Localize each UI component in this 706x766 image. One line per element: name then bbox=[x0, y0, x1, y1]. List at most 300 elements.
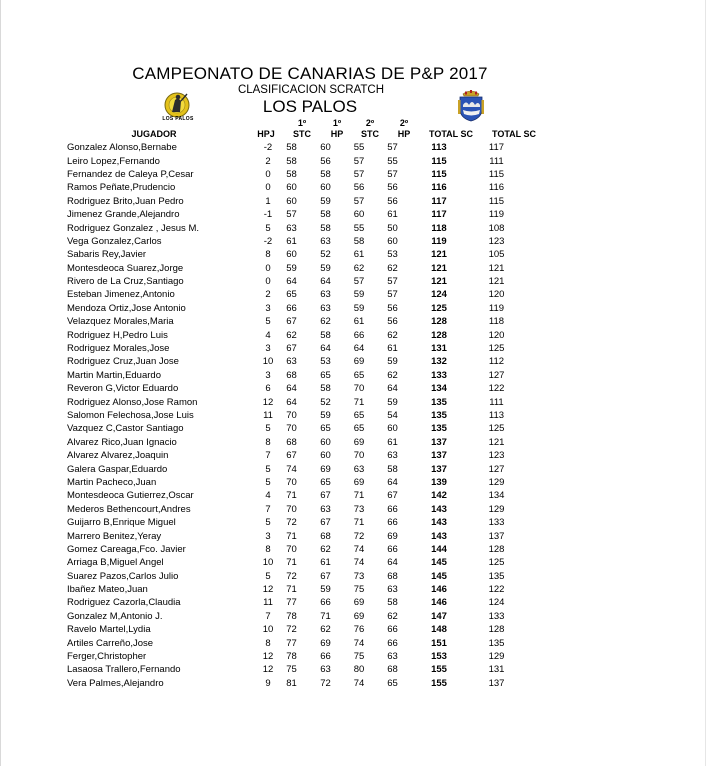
total-sc-net-cell: 127 bbox=[488, 463, 505, 475]
round1-hp-cell: 60 bbox=[320, 436, 331, 448]
round2-stc-cell: 76 bbox=[353, 624, 365, 636]
total-sc-net-cell: 137 bbox=[488, 677, 505, 689]
table-row bbox=[67, 154, 524, 167]
round1-hp-cell: 62 bbox=[320, 543, 331, 555]
handicap-cell: 0 bbox=[265, 182, 271, 194]
total-sc-net-cell: 128 bbox=[488, 543, 505, 555]
handicap-cell: 5 bbox=[265, 316, 271, 328]
total-sc-net-cell: 121 bbox=[488, 276, 505, 288]
table-row bbox=[67, 476, 524, 489]
total-sc-cell: 131 bbox=[431, 343, 447, 355]
total-sc-cell: 132 bbox=[431, 356, 447, 368]
round1-hp-cell: 59 bbox=[320, 584, 331, 596]
table-row bbox=[67, 623, 524, 636]
handicap-cell: 12 bbox=[262, 664, 274, 676]
player-name: Vazquez C,Castor Santiago bbox=[67, 423, 184, 435]
round2-hp-cell: 68 bbox=[387, 570, 398, 582]
round1-stc-cell: 78 bbox=[286, 610, 297, 622]
handicap-cell: 3 bbox=[265, 343, 271, 355]
handicap-cell: 8 bbox=[265, 637, 271, 649]
round1-hp-cell: 64 bbox=[320, 276, 331, 288]
results-table bbox=[67, 141, 524, 690]
round2-hp-cell: 62 bbox=[387, 262, 398, 274]
round1-stc-cell: 81 bbox=[286, 677, 297, 689]
total-sc-cell: 135 bbox=[431, 410, 447, 421]
player-name: Rodriguez Alonso,Jose Ramon bbox=[67, 396, 198, 408]
table-row bbox=[67, 369, 524, 382]
player-name: Reveron G,Victor Eduardo bbox=[67, 383, 179, 395]
round2-hp-cell: 57 bbox=[387, 289, 398, 301]
round1-stc-cell: 60 bbox=[286, 182, 297, 194]
total-sc-cell: 135 bbox=[431, 423, 447, 435]
total-sc-cell: 137 bbox=[431, 450, 447, 462]
table-row bbox=[67, 141, 524, 154]
round2-stc-cell: 57 bbox=[353, 155, 365, 167]
round2-hp-cell: 57 bbox=[387, 168, 398, 180]
table-row bbox=[67, 302, 524, 315]
round1-stc-cell: 58 bbox=[286, 155, 297, 167]
round2-hp-cell: 60 bbox=[387, 235, 398, 247]
page-title: CAMPEONATO DE CANARIAS DE P&P 2017 bbox=[132, 64, 488, 83]
total-sc-net-cell: 113 bbox=[488, 410, 505, 421]
handicap-cell: 5 bbox=[265, 517, 271, 529]
table-row bbox=[67, 315, 524, 328]
round1-hp-cell: 59 bbox=[320, 262, 331, 274]
round1-stc-cell: 75 bbox=[286, 664, 297, 676]
round1-stc-cell: 71 bbox=[286, 530, 297, 542]
round2-stc-cell: 58 bbox=[353, 235, 365, 247]
total-sc-cell: 145 bbox=[431, 570, 447, 582]
round1-stc-cell: 67 bbox=[286, 343, 297, 355]
total-sc-cell: 143 bbox=[431, 530, 447, 542]
player-name: Montesdeoca Suarez,Jorge bbox=[67, 262, 184, 274]
table-row bbox=[67, 355, 524, 368]
round2-stc-cell: 65 bbox=[353, 369, 365, 381]
player-name: Artiles Carreño,Jose bbox=[67, 637, 154, 649]
round1-stc-cell: 63 bbox=[286, 356, 297, 368]
round1-stc-cell: 59 bbox=[286, 262, 297, 274]
round1-stc-cell: 72 bbox=[286, 570, 297, 582]
total-sc-cell: 115 bbox=[431, 168, 447, 180]
table-row bbox=[67, 677, 524, 690]
round2-hp-cell: 56 bbox=[387, 302, 398, 314]
total-sc-cell: 119 bbox=[431, 235, 447, 247]
round1-hp-cell: 66 bbox=[320, 597, 331, 609]
player-name: Vera Palmes,Alejandro bbox=[67, 677, 164, 689]
round2-hp-cell: 61 bbox=[387, 343, 398, 355]
round1-stc-cell: 71 bbox=[286, 557, 297, 569]
total-sc-net-cell: 128 bbox=[488, 624, 505, 636]
round2-stc-cell: 71 bbox=[353, 396, 365, 408]
round1-stc-cell: 71 bbox=[286, 584, 297, 596]
total-sc-net-cell: 120 bbox=[488, 289, 505, 301]
player-name: Rodriguez Brito,Juan Pedro bbox=[67, 195, 184, 207]
total-sc-cell: 133 bbox=[431, 369, 447, 381]
round2-hp-cell: 58 bbox=[387, 597, 398, 609]
total-sc-net-cell: 123 bbox=[488, 235, 505, 247]
round1-hp-cell: 60 bbox=[320, 182, 331, 194]
total-sc-net-cell: 120 bbox=[488, 329, 505, 341]
round2-stc-cell: 69 bbox=[353, 597, 365, 609]
total-sc-net-cell: 125 bbox=[488, 343, 505, 355]
total-sc-net-cell: 137 bbox=[488, 530, 505, 542]
round1-stc-cell: 58 bbox=[286, 168, 297, 180]
total-sc-cell: 151 bbox=[431, 637, 447, 649]
handicap-cell: 10 bbox=[262, 557, 274, 569]
round1-hp-cell: 65 bbox=[320, 476, 331, 488]
round2-hp-cell: 58 bbox=[387, 463, 398, 475]
round1-hp-cell: 68 bbox=[320, 530, 331, 542]
page-subtitle: CLASIFICACION SCRATCH bbox=[237, 84, 385, 96]
round2-stc-cell: 69 bbox=[353, 610, 365, 622]
player-name: Jimenez Grande,Alejandro bbox=[67, 209, 180, 221]
total-sc-net-cell: 131 bbox=[488, 664, 505, 676]
round2-stc-cell: 73 bbox=[353, 570, 365, 582]
round1-hp-cell: 62 bbox=[320, 316, 331, 328]
round1-stc-cell: 67 bbox=[286, 316, 297, 328]
round1-stc-cell: 62 bbox=[286, 329, 297, 341]
player-name: Gonzalez Alonso,Bernabe bbox=[67, 142, 177, 154]
total-sc-cell: 147 bbox=[431, 610, 447, 622]
round2-stc-cell: 72 bbox=[353, 530, 365, 542]
round2-stc-cell: 64 bbox=[353, 343, 365, 355]
table-row bbox=[67, 382, 524, 395]
handicap-cell: 8 bbox=[265, 436, 271, 448]
total-sc-net-cell: 134 bbox=[488, 490, 505, 502]
total-sc-cell: 124 bbox=[431, 289, 447, 301]
handicap-cell: 12 bbox=[262, 396, 274, 408]
round1-stc-cell: 71 bbox=[286, 490, 297, 502]
total-sc-cell: 128 bbox=[431, 329, 447, 341]
total-sc-cell: 146 bbox=[431, 584, 447, 596]
column-header-stc1: STC bbox=[293, 129, 311, 139]
player-name: Fernandez de Caleya P,Cesar bbox=[67, 168, 194, 180]
round2-hp-cell: 66 bbox=[387, 543, 398, 555]
round2-stc-cell: 57 bbox=[353, 276, 365, 288]
round2-stc-cell: 55 bbox=[353, 142, 365, 154]
table-row bbox=[67, 636, 524, 649]
handicap-cell: 9 bbox=[265, 677, 271, 689]
round2-stc-cell: 74 bbox=[353, 677, 365, 689]
handicap-cell: 8 bbox=[265, 543, 271, 555]
total-sc-net-cell: 111 bbox=[489, 396, 504, 408]
handicap-cell: 5 bbox=[265, 570, 271, 582]
table-row bbox=[67, 195, 524, 208]
total-sc-net-cell: 133 bbox=[488, 517, 505, 529]
total-sc-cell: 146 bbox=[431, 597, 447, 609]
player-name: Sabaris Rey,Javier bbox=[67, 249, 147, 261]
round1-stc-cell: 72 bbox=[286, 624, 297, 636]
round2-hp-cell: 67 bbox=[387, 490, 398, 502]
total-sc-cell: 121 bbox=[431, 249, 447, 261]
round1-hp-cell: 72 bbox=[320, 677, 331, 689]
round2-hp-cell: 64 bbox=[387, 383, 398, 395]
handicap-cell: 3 bbox=[265, 369, 271, 381]
player-name: Rodriguez Gonzalez , Jesus M. bbox=[67, 222, 200, 234]
round2-hp-cell: 50 bbox=[387, 222, 398, 234]
round2-stc-cell: 65 bbox=[353, 423, 365, 435]
round1-hp-cell: 52 bbox=[320, 396, 331, 408]
round1-stc-cell: 57 bbox=[286, 209, 297, 221]
column-header-hpj: HPJ bbox=[257, 129, 275, 139]
table-row bbox=[67, 556, 524, 569]
total-sc-net-cell: 125 bbox=[488, 557, 505, 569]
handicap-cell: 11 bbox=[263, 410, 273, 421]
player-name: Vega Gonzalez,Carlos bbox=[67, 235, 162, 247]
column-header-hp1: HP bbox=[330, 129, 344, 139]
round1-hp-cell: 69 bbox=[320, 637, 331, 649]
round1-stc-cell: 63 bbox=[286, 222, 297, 234]
handicap-cell: 2 bbox=[265, 155, 271, 167]
round2-stc-cell: 69 bbox=[353, 476, 365, 488]
round1-stc-cell: 70 bbox=[286, 423, 297, 435]
round1-hp-cell: 67 bbox=[320, 570, 331, 582]
table-row bbox=[67, 221, 524, 234]
round2-stc-cell: 55 bbox=[353, 222, 365, 234]
round1-hp-cell: 67 bbox=[320, 490, 331, 502]
round1-stc-cell: 66 bbox=[286, 302, 297, 314]
round1-hp-cell: 60 bbox=[320, 142, 331, 154]
table-row bbox=[67, 436, 524, 449]
total-sc-cell: 155 bbox=[431, 664, 447, 676]
handicap-cell: 10 bbox=[262, 624, 274, 636]
table-row bbox=[67, 181, 524, 194]
round1-hp-cell: 69 bbox=[320, 463, 331, 475]
player-name: Salomon Felechosa,Jose Luis bbox=[67, 410, 194, 421]
round1-hp-cell: 60 bbox=[320, 450, 331, 462]
round2-hp-cell: 55 bbox=[387, 155, 398, 167]
round1-hp-cell: 63 bbox=[320, 289, 331, 301]
total-sc-cell: 143 bbox=[431, 503, 447, 515]
round2-stc-cell: 69 bbox=[353, 436, 365, 448]
total-sc-net-cell: 117 bbox=[488, 142, 505, 154]
round2-hp-cell: 56 bbox=[387, 182, 398, 194]
total-sc-cell: 139 bbox=[431, 476, 447, 488]
player-name: Rodriguez H,Pedro Luis bbox=[67, 329, 168, 341]
handicap-cell: 4 bbox=[265, 490, 271, 502]
handicap-cell: 8 bbox=[265, 249, 271, 261]
player-name: Martin Pacheco,Juan bbox=[67, 476, 157, 488]
total-sc-net-cell: 127 bbox=[488, 369, 505, 381]
total-sc-cell: 148 bbox=[431, 624, 447, 636]
round1-stc-cell: 61 bbox=[286, 235, 297, 247]
round1-hp-cell: 52 bbox=[320, 249, 331, 261]
player-name: Mendoza Ortiz,Jose Antonio bbox=[67, 302, 186, 314]
round1-hp-cell: 58 bbox=[320, 168, 331, 180]
round1-hp-cell: 63 bbox=[320, 664, 331, 676]
table-row bbox=[67, 422, 524, 435]
club-logo-text: LOS PALOS bbox=[162, 116, 194, 122]
handicap-cell: 5 bbox=[265, 463, 271, 475]
table-row bbox=[67, 596, 524, 609]
round2-hp-cell: 59 bbox=[387, 356, 398, 368]
round2-hp-cell: 59 bbox=[387, 396, 398, 408]
total-sc-net-cell: 119 bbox=[488, 302, 505, 314]
total-sc-cell: 117 bbox=[431, 209, 447, 221]
round1-hp-cell: 59 bbox=[320, 410, 331, 421]
venue-title: LOS PALOS bbox=[262, 97, 358, 116]
round1-hp-cell: 53 bbox=[320, 356, 331, 368]
table-row bbox=[67, 449, 524, 462]
total-sc-net-cell: 108 bbox=[488, 222, 505, 234]
column-header-total-sc: TOTAL SC bbox=[428, 129, 473, 139]
player-name: Rodriguez Cruz,Juan Jose bbox=[67, 356, 179, 368]
round1-stc-cell: 72 bbox=[286, 517, 297, 529]
total-sc-cell: 117 bbox=[431, 195, 447, 207]
round1-stc-cell: 77 bbox=[286, 597, 297, 609]
total-sc-cell: 137 bbox=[431, 463, 447, 475]
handicap-cell: 7 bbox=[265, 503, 271, 515]
table-row bbox=[67, 516, 524, 529]
round2-hp-cell: 64 bbox=[387, 557, 398, 569]
round2-hp-cell: 53 bbox=[387, 249, 398, 261]
handicap-cell: 11 bbox=[263, 597, 273, 609]
column-header-stc2-round: 2º bbox=[365, 118, 375, 128]
round1-stc-cell: 68 bbox=[286, 436, 297, 448]
handicap-cell: 6 bbox=[265, 383, 271, 395]
round1-stc-cell: 58 bbox=[286, 142, 297, 154]
round2-hp-cell: 69 bbox=[387, 530, 398, 542]
player-name: Alvarez Rico,Juan Ignacio bbox=[67, 436, 177, 448]
round2-hp-cell: 63 bbox=[387, 651, 398, 663]
round1-stc-cell: 68 bbox=[286, 369, 297, 381]
round2-stc-cell: 74 bbox=[353, 543, 365, 555]
total-sc-net-cell: 121 bbox=[488, 436, 505, 448]
table-row bbox=[67, 650, 524, 663]
player-name: Velazquez Morales,Maria bbox=[67, 316, 174, 328]
column-header-jugador: JUGADOR bbox=[131, 129, 177, 139]
round2-stc-cell: 74 bbox=[353, 557, 365, 569]
total-sc-net-cell: 135 bbox=[488, 570, 505, 582]
round2-stc-cell: 63 bbox=[353, 463, 365, 475]
round2-stc-cell: 74 bbox=[353, 637, 365, 649]
player-name: Ramos Peñate,Prudencio bbox=[67, 182, 176, 194]
round1-hp-cell: 65 bbox=[320, 369, 331, 381]
round2-stc-cell: 71 bbox=[353, 517, 365, 529]
table-row bbox=[67, 168, 524, 181]
round1-hp-cell: 71 bbox=[320, 610, 331, 622]
table-row bbox=[67, 570, 524, 583]
player-name: Esteban Jimenez,Antonio bbox=[67, 289, 175, 301]
round1-hp-cell: 58 bbox=[320, 222, 331, 234]
round1-hp-cell: 63 bbox=[320, 302, 331, 314]
round1-hp-cell: 58 bbox=[320, 209, 331, 221]
player-name: Arriaga B,Miguel Angel bbox=[67, 557, 164, 569]
player-name: Gonzalez M,Antonio J. bbox=[67, 610, 163, 622]
player-name: Ravelo Martel,Lydia bbox=[67, 624, 151, 636]
round1-stc-cell: 64 bbox=[286, 276, 297, 288]
table-row bbox=[67, 248, 524, 261]
round1-hp-cell: 58 bbox=[320, 383, 331, 395]
player-name: Ibañez Mateo,Juan bbox=[67, 584, 148, 596]
total-sc-net-cell: 119 bbox=[488, 209, 505, 221]
total-sc-net-cell: 122 bbox=[488, 584, 505, 596]
round1-stc-cell: 70 bbox=[286, 410, 297, 421]
round2-stc-cell: 71 bbox=[353, 490, 365, 502]
table-row bbox=[67, 208, 524, 221]
total-sc-net-cell: 118 bbox=[488, 316, 505, 328]
total-sc-cell: 116 bbox=[431, 182, 447, 194]
total-sc-cell: 134 bbox=[431, 383, 447, 395]
handicap-cell: 4 bbox=[265, 329, 271, 341]
handicap-cell: -2 bbox=[263, 235, 273, 247]
handicap-cell: 2 bbox=[265, 289, 271, 301]
round2-hp-cell: 61 bbox=[387, 436, 398, 448]
player-name: Rodriguez Morales,Jose bbox=[67, 343, 170, 355]
round2-hp-cell: 60 bbox=[387, 423, 398, 435]
table-row bbox=[67, 262, 524, 275]
round1-stc-cell: 64 bbox=[286, 383, 297, 395]
round2-stc-cell: 65 bbox=[353, 410, 365, 421]
round2-stc-cell: 73 bbox=[353, 503, 365, 515]
total-sc-net-cell: 124 bbox=[488, 597, 505, 609]
total-sc-net-cell: 115 bbox=[488, 168, 505, 180]
handicap-cell: 10 bbox=[262, 356, 274, 368]
round2-hp-cell: 57 bbox=[387, 276, 398, 288]
handicap-cell: 3 bbox=[265, 530, 271, 542]
round2-hp-cell: 64 bbox=[387, 476, 398, 488]
handicap-cell: 3 bbox=[265, 302, 271, 314]
total-sc-cell: 135 bbox=[431, 396, 447, 408]
player-name: Montesdeoca Gutierrez,Oscar bbox=[67, 490, 194, 502]
total-sc-cell: 125 bbox=[431, 302, 447, 314]
round2-stc-cell: 59 bbox=[353, 302, 365, 314]
total-sc-cell: 145 bbox=[431, 557, 447, 569]
table-row bbox=[67, 529, 524, 542]
player-name: Guijarro B,Enrique Miguel bbox=[67, 517, 176, 529]
player-name: Leiro Lopez,Fernando bbox=[67, 155, 160, 167]
round2-hp-cell: 66 bbox=[387, 517, 398, 529]
total-sc-net-cell: 121 bbox=[488, 262, 505, 274]
player-name: Marrero Benitez,Yeray bbox=[67, 530, 162, 542]
table-row bbox=[67, 489, 524, 502]
round1-hp-cell: 63 bbox=[320, 503, 331, 515]
round1-hp-cell: 59 bbox=[320, 195, 331, 207]
total-sc-net-cell: 125 bbox=[488, 423, 505, 435]
total-sc-cell: 143 bbox=[431, 517, 447, 529]
handicap-cell: 1 bbox=[265, 195, 271, 207]
round1-stc-cell: 65 bbox=[286, 289, 297, 301]
round2-hp-cell: 66 bbox=[387, 624, 398, 636]
table-row bbox=[67, 663, 524, 676]
round1-stc-cell: 77 bbox=[286, 637, 297, 649]
round2-hp-cell: 63 bbox=[387, 584, 398, 596]
round2-stc-cell: 80 bbox=[353, 664, 365, 676]
total-sc-cell: 121 bbox=[431, 262, 447, 274]
round2-stc-cell: 61 bbox=[353, 316, 365, 328]
table-row bbox=[67, 288, 524, 301]
total-sc-cell: 121 bbox=[431, 276, 447, 288]
total-sc-cell: 153 bbox=[431, 651, 447, 663]
round2-stc-cell: 57 bbox=[353, 168, 365, 180]
round2-hp-cell: 68 bbox=[387, 664, 398, 676]
player-name: Lasaosa Trallero,Fernando bbox=[67, 664, 181, 676]
total-sc-cell: 113 bbox=[431, 142, 447, 154]
column-header-hp1-round: 1º bbox=[332, 118, 342, 128]
round1-hp-cell: 66 bbox=[320, 651, 331, 663]
player-name: Ferger,Christopher bbox=[67, 651, 147, 663]
total-sc-cell: 137 bbox=[431, 436, 447, 448]
round2-hp-cell: 56 bbox=[387, 316, 398, 328]
round1-stc-cell: 64 bbox=[286, 396, 297, 408]
handicap-cell: 0 bbox=[265, 262, 271, 274]
column-header-stc1-round: 1º bbox=[297, 118, 307, 128]
round2-hp-cell: 57 bbox=[387, 142, 398, 154]
round1-hp-cell: 67 bbox=[320, 517, 331, 529]
round2-stc-cell: 70 bbox=[353, 383, 365, 395]
round2-hp-cell: 65 bbox=[387, 677, 398, 689]
total-sc-cell: 118 bbox=[431, 222, 447, 234]
